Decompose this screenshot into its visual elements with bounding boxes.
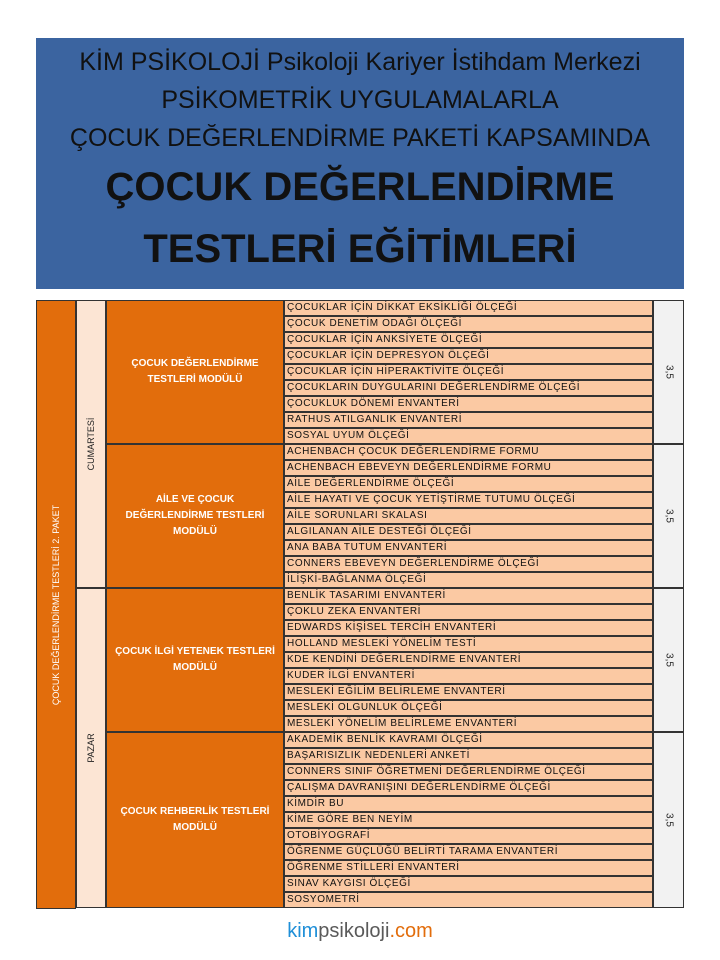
header-title1: ÇOCUK DEĞERLENDİRME (105, 165, 615, 209)
module-hours (653, 588, 684, 732)
test-row: AİLE SORUNLARI SKALASI (284, 508, 653, 524)
footer-logo-com: .com (389, 920, 433, 942)
test-row: ÇOCUKLAR İÇİN DEPRESYON ÖLÇEĞİ (284, 348, 653, 364)
test-row: AİLE DEĞERLENDİRME ÖLÇEĞİ (284, 476, 653, 492)
program-table (36, 300, 684, 909)
test-row: CONNERS SINIF ÖĞRETMENİ DEĞERLENDİRME ÖLÇEĞİ (284, 764, 653, 780)
module-label: ÇOCUK DEĞERLENDİRME TESTLERİ MODÜLÜ (131, 358, 259, 385)
module-name (106, 444, 284, 588)
header-banner (36, 38, 684, 289)
module-label: AİLE VE ÇOCUK DEĞERLENDİRME TESTLERİ MODÜLÜ (125, 494, 265, 537)
test-row: ACHENBACH EBEVEYN DEĞERLENDİRME FORMU (284, 460, 653, 476)
hours-label: 3,5 (663, 509, 674, 523)
test-row: MESLEKİ OLGUNLUK ÖLÇEĞİ (284, 700, 653, 716)
test-row: KDE KENDİNİ DEĞERLENDİRME ENVANTERİ (284, 652, 653, 668)
test-row: AKADEMİK BENLİK KAVRAMI ÖLÇEĞİ (284, 732, 653, 748)
test-row: BAŞARISIZLIK NEDENLERİ ANKETİ (284, 748, 653, 764)
test-row: ÇOCUK DENETİM ODAĞI ÖLÇEĞİ (284, 316, 653, 332)
test-row: KUDER İLGİ ENVANTERİ (284, 668, 653, 684)
module-name (106, 300, 284, 444)
footer-logo (0, 920, 720, 943)
day-cell (76, 588, 106, 908)
test-row: RATHUS ATILGANLIK ENVANTERİ (284, 412, 653, 428)
test-row: ANA BABA TUTUM ENVANTERİ (284, 540, 653, 556)
header-line2: PSİKOMETRİK UYGULAMALARLA (161, 86, 559, 114)
hours-label: 3,5 (663, 813, 674, 827)
test-row: KİMDİR BU (284, 796, 653, 812)
test-row: ÖĞRENME STİLLERİ ENVANTERİ (284, 860, 653, 876)
test-row: ÇALIŞMA DAVRANIŞINI DEĞERLENDİRME ÖLÇEĞİ (284, 780, 653, 796)
day-label: PAZAR (86, 733, 96, 763)
test-row: ACHENBACH ÇOCUK DEĞERLENDİRME FORMU (284, 444, 653, 460)
module-hours (653, 444, 684, 588)
module-name (106, 588, 284, 732)
module-label: ÇOCUK REHBERLİK TESTLERİ MODÜLÜ (120, 806, 270, 833)
header-line1: KİM PSİKOLOJİ Psikoloji Kariyer İstihdam Merkezi (79, 48, 641, 76)
test-row: EDWARDS KİŞİSEL TERCİH ENVANTERİ (284, 620, 653, 636)
test-row: ÇOCUKLARIN DUYGULARINI DEĞERLENDİRME ÖLÇEĞİ (284, 380, 653, 396)
test-row: MESLEKİ EĞİLİM BELİRLEME ENVANTERİ (284, 684, 653, 700)
footer-logo-kim: kim (287, 920, 319, 942)
package-cell (36, 300, 76, 909)
module-label: ÇOCUK İLGİ YETENEK TESTLERİ MODÜLÜ (115, 646, 275, 673)
test-row: ÇOCUKLAR İÇİN HİPERAKTİVİTE ÖLÇEĞİ (284, 364, 653, 380)
test-row: ÇOKLU ZEKA ENVANTERİ (284, 604, 653, 620)
test-row: SOSYAL UYUM ÖLÇEĞİ (284, 428, 653, 444)
header-line3: ÇOCUK DEĞERLENDİRME PAKETİ KAPSAMINDA (69, 124, 651, 152)
test-row: ALGILANAN AİLE DESTEĞİ ÖLÇEĞİ (284, 524, 653, 540)
test-row: ÇOCUKLAR İÇİN DİKKAT EKSİKLİĞİ ÖLÇEĞİ (284, 300, 653, 316)
test-row: CONNERS EBEVEYN DEĞERLENDİRME ÖLÇEĞİ (284, 556, 653, 572)
test-row: OTOBİYOGRAFİ (284, 828, 653, 844)
test-row: BENLİK TASARIMI ENVANTERİ (284, 588, 653, 604)
hours-label: 3,5 (663, 365, 674, 379)
test-row: ÖĞRENME GÜÇLÜĞÜ BELİRTİ TARAMA ENVANTERİ (284, 844, 653, 860)
test-row: MESLEKİ YÖNELİM BELİRLEME ENVANTERİ (284, 716, 653, 732)
day-cell (76, 300, 106, 588)
module-hours (653, 300, 684, 444)
hours-label: 3,5 (663, 653, 674, 667)
test-row: SINAV KAYGISI ÖLÇEĞİ (284, 876, 653, 892)
test-row: KİME GÖRE BEN NEYİM (284, 812, 653, 828)
test-row: HOLLAND MESLEKİ YÖNELİM TESTİ (284, 636, 653, 652)
module-name (106, 732, 284, 908)
day-label: CUMARTESİ (86, 417, 96, 471)
module-hours (653, 732, 684, 908)
header-title2: TESTLERİ EĞİTİMLERİ (143, 227, 577, 271)
test-row: ÇOCUKLUK DÖNEMİ ENVANTERİ (284, 396, 653, 412)
test-row: AİLE HAYATI VE ÇOCUK YETİŞTİRME TUTUMU ÖLÇEĞİ (284, 492, 653, 508)
footer-logo-psikoloji: psikoloji (318, 920, 390, 942)
package-label: ÇOCUK DEĞERLENDİRME TESTLERİ 2. PAKET (51, 504, 61, 705)
test-row: SOSYOMETRİ (284, 892, 653, 908)
test-row: İLİŞKİ-BAĞLANMA ÖLÇEĞİ (284, 572, 653, 588)
test-row: ÇOCUKLAR İÇİN ANKSİYETE ÖLÇEĞİ (284, 332, 653, 348)
